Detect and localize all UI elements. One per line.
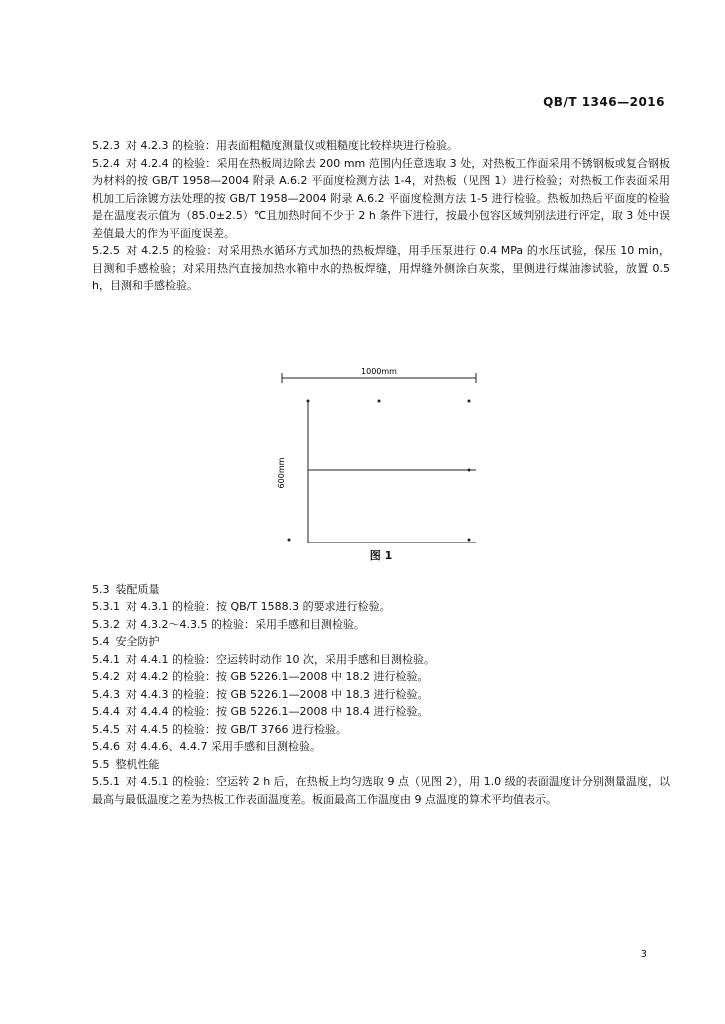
para-5-4-4 [92, 703, 670, 721]
section-title: 整机性能 [115, 757, 160, 771]
clause-text: 对 4.4.3 的检验：按 GB 5226.1—2008 中 18.3 进行检验。 [126, 687, 429, 701]
para-5-4-3 [92, 686, 670, 704]
clause-text: 对 4.2.4 的检验：采用在热板周边除去 200 mm 范围内任意选取 3 处，对热板工作面采用不锈钢板或复合钢板为材料的按 GB/T 1958—2004 附录 A.6.2 平面度检测方法 1-4，对热板（见图 1）进行检验；对热板工作表面采用机加工后涂镀方法处理的按 GB/T 1958—2004 附录 A.6.2 平面度检测方法 1-5 进行检验。热板加热后平面度的检验是在温度表示值为（85.0±2.5）℃且加热时间不少于 2 h 条件下进行，按最小包容区域判别法进行评定，取 3 处中误差值最大的作为平面度误差。 [92, 156, 670, 240]
clause-text: 对 4.2.5 的检验：对采用热水循环方式加热的热板焊缝，用手压泵进行 0.4 MPa 的水压试验，保压 10 min，目测和手感检验；对采用热汽直接加热水箱中水的热板焊缝，用焊缝外侧涂白灰浆，里侧进行煤油渗试验，放置 0.5 h，目测和手感检验。 [92, 244, 670, 292]
figure-caption: 图 1 [369, 548, 393, 562]
para-5-3-1 [92, 598, 670, 616]
point [378, 399, 381, 402]
section-title: 安全防护 [115, 635, 160, 648]
clause-text: 对 4.4.4 的检验：按 GB 5226.1—2008 中 18.4 进行检验。 [126, 705, 429, 718]
section-title: 装配质量 [115, 582, 160, 596]
standard-code: QB/T 1346—2016 [543, 95, 665, 109]
page-number: 3 [640, 949, 647, 960]
clause-number: 5.4.1 [92, 652, 120, 666]
clause-number: 5.4.3 [92, 687, 120, 701]
clause-number: 5.2.4 [92, 156, 120, 170]
para-5-4-5 [92, 721, 670, 739]
clause-text: 对 4.3.1 的检验：按 QB/T 1588.3 的要求进行检验。 [126, 600, 391, 613]
point [468, 399, 471, 402]
clause-number: 5.2.3 [92, 139, 120, 152]
figure-1-diagram [92, 303, 670, 543]
section-5-4 [92, 633, 670, 651]
clause-number: 5.3 [92, 582, 110, 596]
para-5-2-5 [92, 242, 670, 295]
point [288, 538, 291, 541]
section-5-5 [92, 756, 670, 774]
clause-number: 5.4.2 [92, 670, 120, 683]
clause-text: 对 4.4.5 的检验：按 GB/T 3766 进行检验。 [126, 722, 347, 736]
clause-number: 5.3.2 [92, 617, 120, 631]
dim-label-horizontal: 1000mm [361, 366, 397, 376]
clause-text: 对 4.4.6、4.4.7 采用手感和目测检验。 [126, 740, 321, 753]
clause-number: 5.5 [92, 757, 110, 771]
clause-number: 5.4 [92, 635, 110, 648]
clause-number: 5.4.4 [92, 705, 120, 718]
para-5-4-6 [92, 738, 670, 756]
clause-number: 5.4.6 [92, 740, 120, 753]
clause-text: 对 4.3.2～4.3.5 的检验：采用手感和目测检验。 [126, 617, 365, 631]
clause-text: 对 4.2.3 的检验：用表面粗糙度测量仪或粗糙度比较样块进行检验。 [126, 139, 458, 152]
section-5-3 [92, 581, 670, 599]
clause-text: 对 4.4.2 的检验：按 GB 5226.1—2008 中 18.2 进行检验。 [126, 670, 429, 683]
para-5-5-1 [92, 773, 670, 808]
clause-number: 5.5.1 [92, 775, 120, 788]
para-5-4-2 [92, 668, 670, 686]
para-5-2-3 [92, 137, 670, 155]
clause-number: 5.3.1 [92, 600, 120, 613]
figure-1 [92, 303, 670, 543]
document-body [92, 137, 670, 808]
para-5-2-4 [92, 155, 670, 243]
para-5-3-2 [92, 616, 670, 634]
clause-text: 对 4.4.1 的检验：空运转时动作 10 次，采用手感和目测检验。 [126, 652, 435, 666]
point [468, 468, 471, 471]
point [468, 538, 471, 541]
clause-number: 5.4.5 [92, 722, 120, 736]
clause-text: 对 4.5.1 的检验：空运转 2 h 后，在热板上均匀选取 9 点（见图 2），用 1.0 级的表面温度计分别测量温度，以最高与最低温度之差为热板工作表面温度差。板面最高工作温度由 9 点温度的算术平均值表示。 [92, 775, 670, 806]
dim-label-vertical: 600mm [277, 457, 286, 488]
clause-number: 5.2.5 [92, 244, 120, 257]
para-5-4-1 [92, 651, 670, 669]
